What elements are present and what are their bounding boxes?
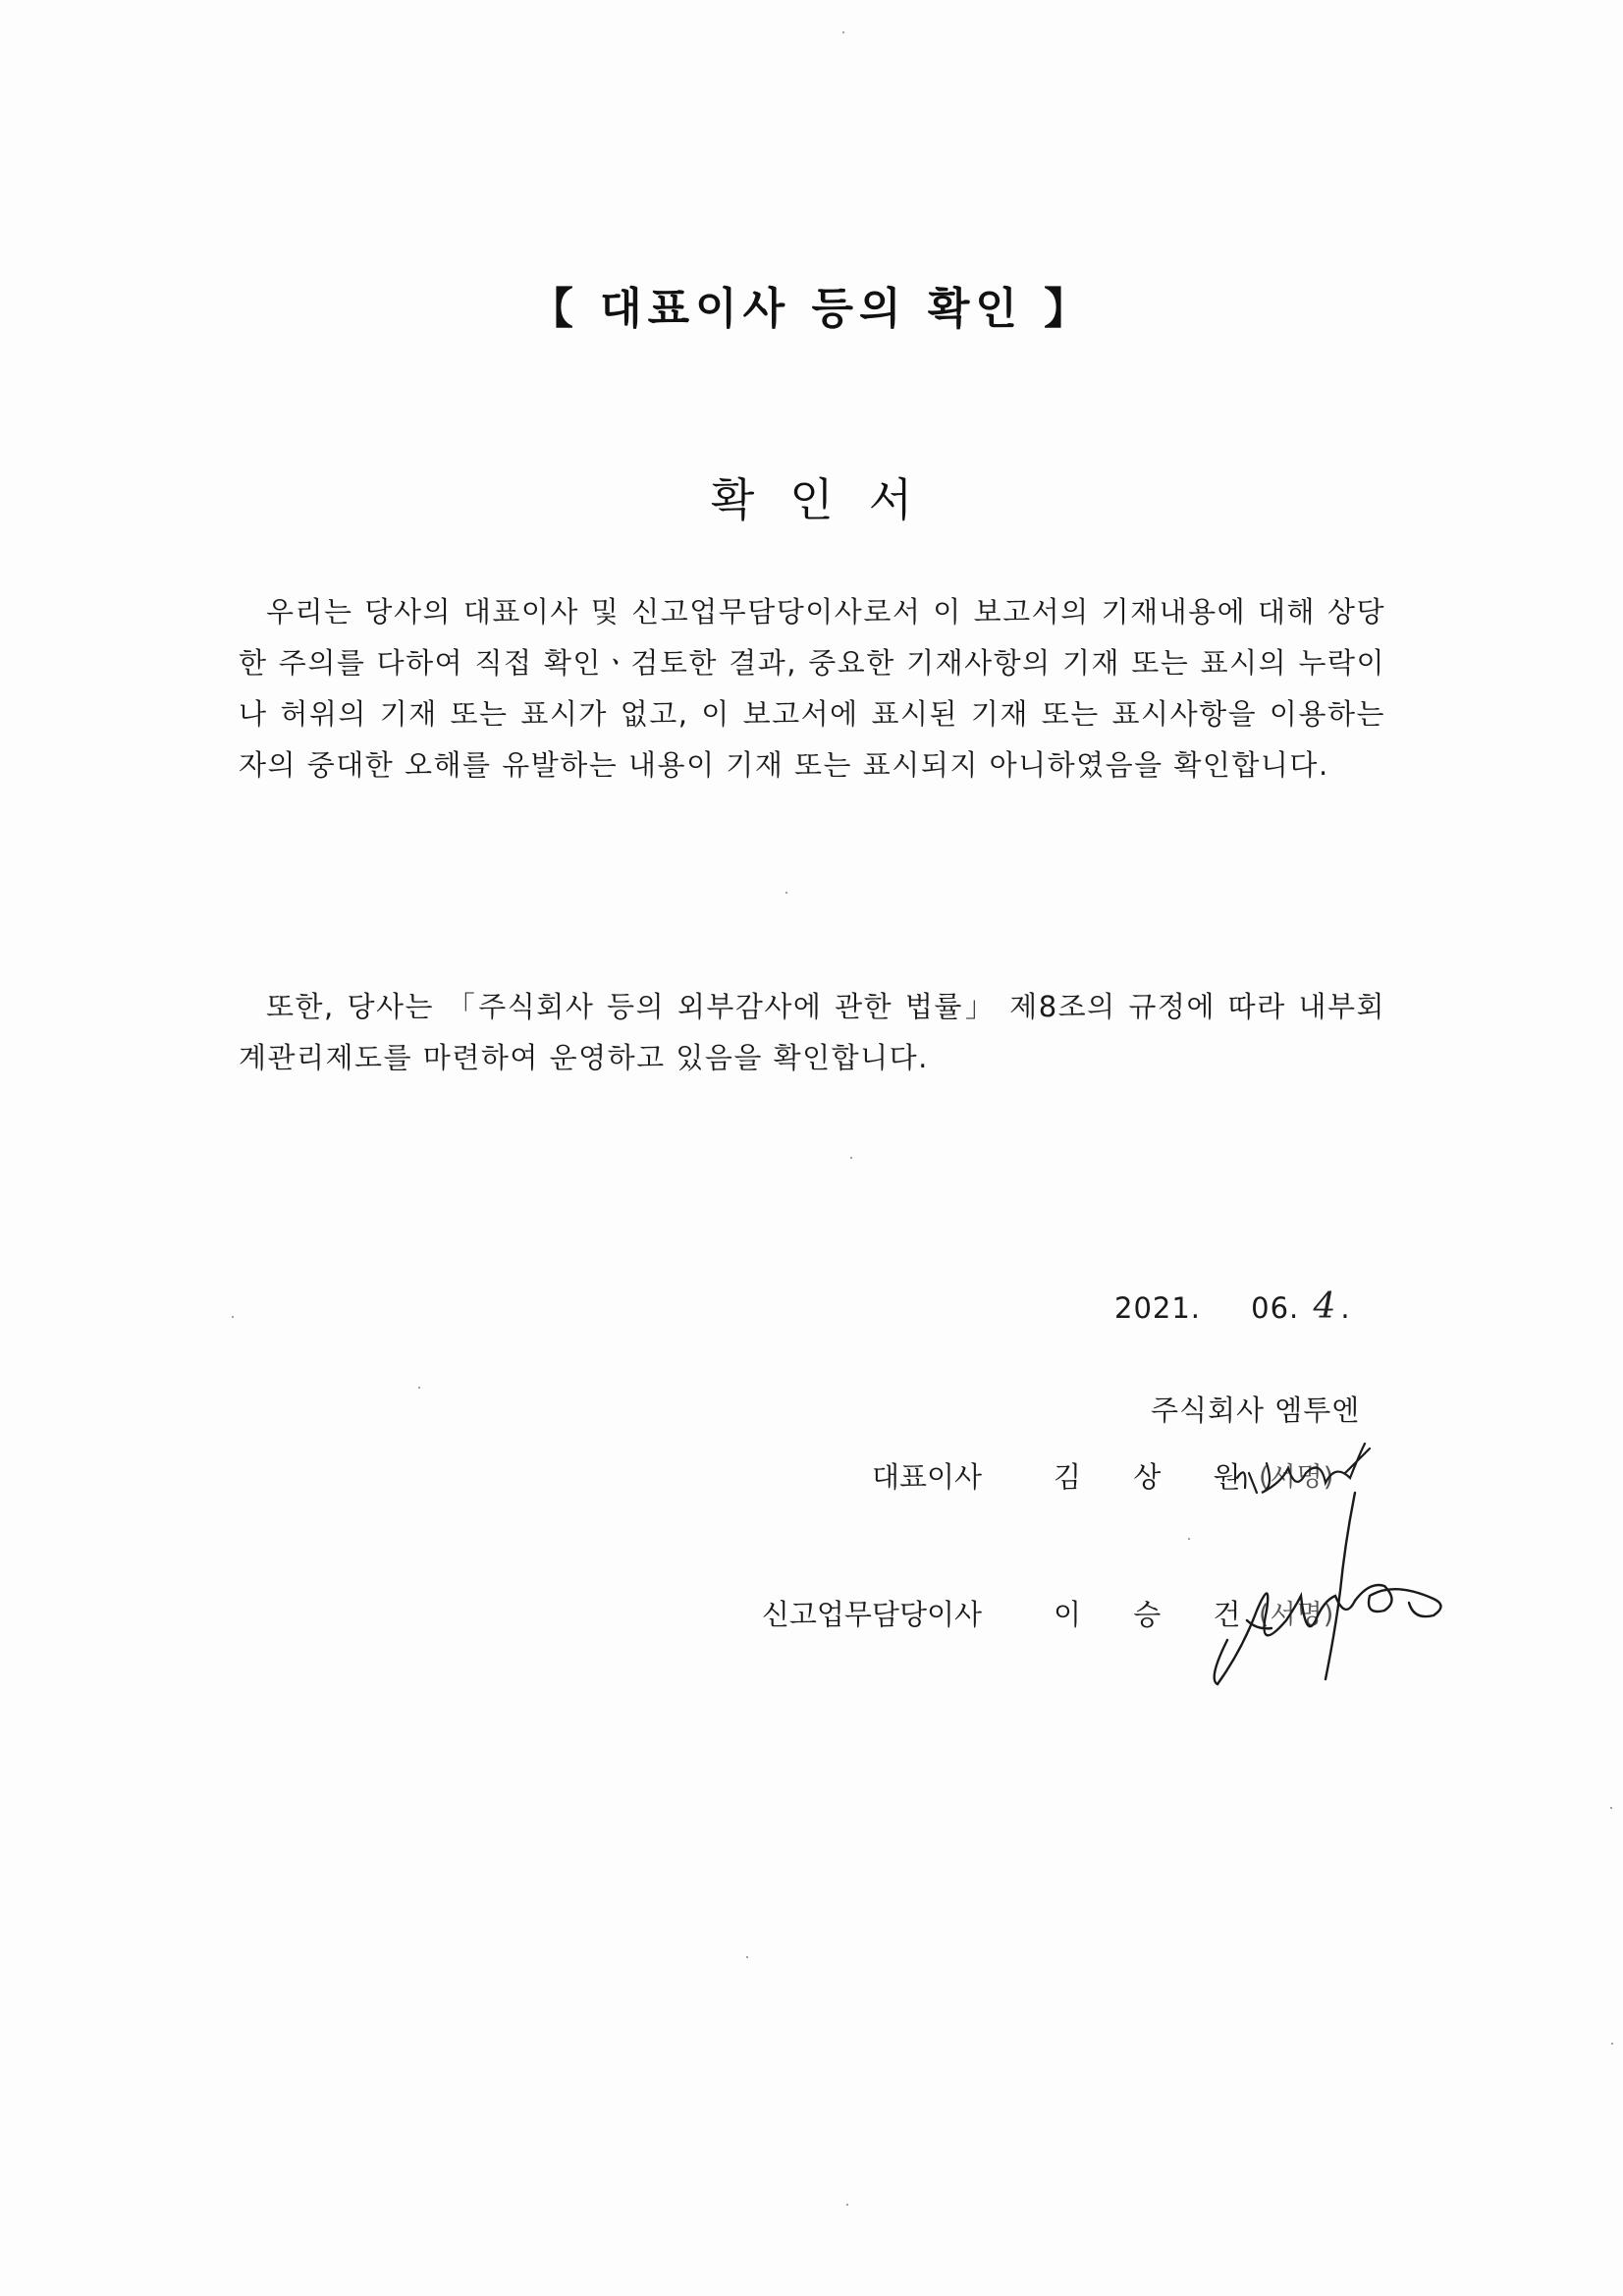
confirmation-paragraph: 우리는 당사의 대표이사 및 신고업무담당이사로서 이 보고서의 기재내용에 대해 상당한 주의를 다하여 직접 확인ㆍ검토한 결과, 중요한 기재사항의 기재 또는 표시의 누락이나 허위의 기재 또는 표시가 없고, 이 보고서에 표시된 기재 또는 표시사항을 이용하는 자의 중대한 오해를 유발하는 내용이 기재 또는 표시되지 아니하였음을 확인합니다. xyxy=(239,595,1385,782)
company-name: 주식회사 엠투엔 xyxy=(1151,1394,1361,1427)
signatory-name: 이 승 건 xyxy=(1054,1598,1263,1631)
signing-date xyxy=(1114,1286,1351,1327)
page-heading: 【 대표이사 등의 확인 】 xyxy=(529,284,1094,334)
director-signature-icon xyxy=(1198,1483,1453,1694)
date-month: 06. xyxy=(1251,1291,1300,1325)
document-title: 확인서 xyxy=(710,473,948,526)
scan-speck xyxy=(232,1316,234,1318)
internal-control-paragraph: 또한, 당사는 「주식회사 등의 외부감사에 관한 법률」 제8조의 규정에 따라 내부회계관리제도를 마련하여 운영하고 있음을 확인합니다. xyxy=(239,990,1385,1074)
signatory-role: 대표이사 xyxy=(871,1460,982,1494)
scan-speck xyxy=(1611,2043,1613,2045)
date-end: . xyxy=(1340,1291,1351,1325)
signature-label: (서명) xyxy=(1259,1462,1335,1493)
signatory-name: 김 상 원 xyxy=(1054,1460,1263,1494)
date-year: 2021. xyxy=(1114,1291,1202,1325)
signature-label: (서명) xyxy=(1259,1600,1335,1630)
scan-speck xyxy=(850,1157,852,1159)
signatory-role: 신고업무담당이사 xyxy=(761,1598,982,1631)
scan-speck xyxy=(746,1956,748,1958)
scan-speck xyxy=(842,31,844,33)
scan-speck xyxy=(785,892,787,894)
date-day-handwritten: 4 xyxy=(1313,1286,1337,1327)
scan-speck xyxy=(846,2204,848,2206)
scan-speck xyxy=(418,1387,420,1389)
scan-speck xyxy=(1610,1807,1612,1809)
scan-speck xyxy=(1188,1538,1190,1540)
